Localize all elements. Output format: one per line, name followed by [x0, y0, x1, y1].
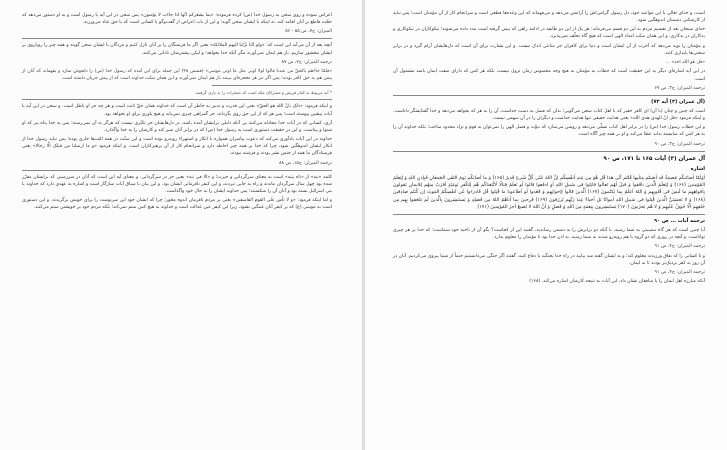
- quote-paragraph: «قل هو الله احد» ...: [665, 60, 705, 66]
- source-reference: ترجمه المیزان: ج۳، ص ۹۰: [654, 141, 705, 147]
- divider: [393, 151, 705, 152]
- quran-verses: اَوَلَمّا اَصابَتکُم مُصیبَةٌ قَد اَصَبتُم مِثلَیها قُلتُم اَنّی هذا قُل هُوَ مِن عِندِ اَنفُسِکُم اِنَّ اللهَ عَلی کُلِّ شَیءٍ قَدیرٌ (۱۶۵) وَ ما اَصابَکُم یَومَ التَقَی الجَمعانِ فَبِاِذنِ اللهِ وَ لِیَعلَمَ المُؤمِنینَ (۱۶۶) وَ لِیَعلَمَ الَّذینَ نافَقوا وَ قیلَ لَهُم تَعالَوا قاتِلوا فی سَبیلِ اللهِ اَوِ ادفَعوا قالوا لَو نَعلَمُ قِتالًا لَاتَّبَعناکُم هُم لِلکُفرِ یَومَئِذٍ اَقرَبُ مِنهُم لِلایمانِ یَقولونَ بِاَفواهِهِم ما لَیسَ فی قُلوبِهِم وَ اللهُ اَعلَمُ بِما یَکتُمونَ (۱۶۷) اَلَّذینَ قالوا لِاِخوانِهِم وَ قَعَدوا لَو اَطاعونا ما قُتِلوا قُل فَادرَءوا عَن اَنفُسِکُمُ المَوتَ اِن کُنتُم صادِقینَ (۱۶۸) وَ لا تَحسَبَنَّ الَّذینَ قُتِلوا فی سَبیلِ اللهِ اَمواتًا بَل اَحیاءٌ عِندَ رَبِّهِم یُرزَقونَ (۱۶۹) فَرِحینَ بِما آتاهُمُ اللهُ مِن فَضلِهِ وَ یَستَبشِرونَ بِالَّذینَ لَم یَلحَقوا بِهِم مِن خَلفِهِم اَلّا خَوفٌ عَلَیهِم وَ لا هُم یَحزَنونَ (۱۷۰) یَستَبشِرونَ بِنِعمَةٍ مِنَ اللهِ وَ فَضلٍ وَ اَنَّ اللهَ لا یُضیعُ اَجرَ المُؤمِنینَ (۱۷۱): [393, 175, 706, 210]
- left-page: [0, 0, 362, 450]
- divider: [22, 99, 332, 100]
- divider: [22, 170, 332, 171]
- paragraph: اعراض نموده و روی سخن به رسول خدا (ص) کرده فرموده: «بما یشعرکم انّها اذا جاءت لا یؤمنون» پس سخن در این آیه با رسول است و به او دستور می‌دهد که حجّت قاطع بر آنان اقامه کند، نه اینکه با ایشان سخن گوید؛ و این از باب اعراض از گفت‌وگو با کسانی است که با حق عناد می‌ورزند.: [22, 13, 332, 26]
- paragraph: کلمه «تیه» از «تاه یتیه» است به معنای سرگردانی و حیرت؛ و «الا فی تیه» یعنی جز در سرگردانی. و معنای آیه این است که آنان در سرزمینی که برایشان مقرّر شده بود چهل سال سرگردان ماندند و راه به جایی نبردند، و این کیفر نافرمانی ایشان بود. و این بیان با سیاق آیات سازگار است و اشاره به عهدی دارد که خداوند با بنی اسرائیل بسته بود و آنان آن را شکستند؛ پس خداوند ایشان را به حال خود واگذاشت.: [22, 174, 332, 194]
- section-subheading: (آل عمران (۳) آیه ۷۳): [651, 98, 705, 105]
- paragraph: آیا چنین است که هر گاه مصیبتی به شما رسید، با آنکه دو برابرش را به دشمن رساندید، گفتید این از کجاست؟ بگو آن از ناحیه خود شماست؛ که خدا بر هر چیزی تواناست. و آنچه در روزی که دو گروه با هم روبه‌رو شدند به شما رسید، به اذن خدا بود تا مؤمنان را معلوم بدارد.: [393, 228, 705, 241]
- right-page: [365, 0, 727, 450]
- section-subheading: ترجمه آیات ... ص ۹۰: [654, 217, 705, 224]
- quote-paragraph: «فلمّا جاءهم بالحقّ من عندنا قالوا لولا اوتی مثل ما اوتی موسی» (قصص ۴۸) این جمله برای این آمده که رسول خدا (ص) را دلخوش سازد و بفهماند که آنان از پیش هم به حق کافر بودند؛ پس اگر نیز هر معجزه‌ای ببینند باز هم ایمان نمی‌آورند و این همان سنّت خداوند است که از پیش جریان داشته است.: [22, 69, 332, 82]
- paragraph: و مؤمنان را نوید می‌دهد که آخرت از آن ایشان است و دنیا برای کافران جز متاعی اندک نیست. و این بشارت برای آن است که دل‌هایشان آرام گیرد و در برابر سختی‌ها پایداری کنند.: [393, 43, 705, 56]
- paragraph: است، و خدای تعالی با این مواعید خود، دل رسول گرامی‌اش را آرامش می‌دهد و می‌فهماند که این وعده‌ها قطعی است و سرانجام کار از آن مؤمنان است؛ پس نباید از کارشکنی دشمنان اندوهگین شود.: [393, 11, 705, 24]
- source-reference: ترجمه المیزان: ج۳، ص ۶۷: [654, 85, 705, 91]
- left-page-content: [22, 12, 332, 450]
- section-heading: آل عمران (۳) آیات ۱۶۵ تا ۱۷۱، ص ۹۰: [603, 155, 705, 162]
- divider: [393, 95, 705, 96]
- right-page-content: [393, 10, 705, 450]
- divider: [393, 214, 705, 215]
- source-reference: ترجمه المیزان: ج۴، ص ۹۱: [654, 244, 705, 250]
- section-subheading: اشاره: [690, 165, 705, 172]
- paragraph: و اما اینکه فرمود: «و لا تأس علی القوم الفاسقین» یعنی بر مردم نافرمان اندوه مخور؛ چرا که ایشان خود این سرنوشت را برای خویش برگزیدند. و این دستوری است به موسی (ع) که بر کیفر آنان غمگین نشود، زیرا این کیفر عین عدالت است و خداوند به هیچ کس ستم نمی‌کند؛ بلکه مردم خود بر خویشتن ستم می‌کنند.: [22, 198, 332, 211]
- paragraph: و تا کسانی را که نفاق ورزیدند معلوم کند؛ و به ایشان گفته شد بیایید در راه خدا بجنگید یا دفاع کنید، گفتند اگر جنگی می‌دانستیم حتماً از شما پیروی می‌کردیم. آنان در آن روز به کفر نزدیک‌تر بودند تا به ایمان.: [393, 253, 705, 266]
- divider: [22, 38, 332, 39]
- source-reference: ترجمه المیزان: ج۷، ص ۸۷: [281, 59, 332, 65]
- paragraph: آری، کسانی که در آیات خدا مجادله می‌کنند بی آنکه دلیلی برایشان آمده باشد، در دل‌هایشان جز تکبّری نیست که هرگز به آن نمی‌رسند؛ پس به خدا پناه ببر که او شنوا و بیناست. و این در حقیقت دستوری است به رسول خدا (ص) که در برابر آنان صبر کند و کارشان را به خدا واگذارد.: [22, 120, 332, 133]
- footnote: * آیه مربوط به کفار قریش و مشرکان مکه است که معجزات را به بازی گرفتند.: [194, 90, 332, 96]
- divider: [212, 85, 332, 86]
- source-reference: ترجمه المیزان: ج۴، ص ۹۱: [654, 270, 705, 276]
- paragraph: آنچه بعد از آن می‌آید این است که: «ولو انّنا نزّلنا الیهم الملائکة» یعنی اگر ما فرشتگان را بر آنان نازل کنیم و مردگان با ایشان سخن گویند و همه چیز را رویاروی بر ایشان محشور سازیم، باز هم ایمان نمی‌آورند مگر آنکه خدا بخواهد؛ و لیکن بیشترشان نادانی می‌کنند.: [22, 43, 332, 56]
- paragraph: و این خطاب رسول خدا (ص) را در برابر اهل کتاب تسلّی می‌دهد و روشن می‌سازد که نبوّت و فضل الهی را نمی‌توان به قوم و نژاد محدود ساخت؛ بلکه خداوند آن را به هر کس که شایسته بداند عطا می‌کند و او بر همه چیز آگاه است.: [393, 125, 705, 138]
- paragraph: در این آیه اشاره‌ای دیگر به این حقیقت است که خطاب به مؤمنان به هیچ وجه مخصوص زمان نزول نیست، بلکه هر کس که دارای صفت ایمان باشد مشمول آن است.: [393, 69, 705, 82]
- paragraph: است که چنین و چنان (با آن) ای کافر حقیر که با اهل کتاب سخن می‌گویی؛ بدان که فضل به دست خداست، آن را به هر که بخواهد می‌دهد و خدا گشایشگر داناست. و اینکه فرمود «قل انّ الهدی هدی الله» یعنی هدایت حقیقی تنها هدایت خداست و دیگران را در آن سهمی نیست.: [393, 108, 705, 122]
- source-reference: ترجمه المیزان: ج۱۵، ص ۸۸: [279, 160, 332, 166]
- paragraph: خداوند در این آیات یادآوری می‌کند که دعوت پیامبران همواره با انکار و استهزاء روبه‌رو بوده است و این سنّت در همه امّت‌ها جاری بوده؛ پس نباید رسول خدا از انکار ایشان اندوهگین شود، چرا که خدا بر همه چیز احاطه دارد و سرانجام کار از آن پرهیزکاران است. و اینکه فرمود «و ما ارسلنا من قبلک الّا رجالا» یعنی فرستادگان ما همه از جنس بشر بودند و فرشته نبودند.: [22, 137, 332, 157]
- source-reference: المیزان: ج۷، ص ۵۵ - ۵۶: [285, 29, 332, 35]
- paragraph: و اینکه فرمود: «ذلک بانّ الله هو الحقّ» یعنی این قدرت و تدبیر به خاطر آن است که خداوند همان حقّ ثابت است و هر چه جز او باطل است. و سخن در این آیه با آیات پیشین پیوسته است؛ پس هر که از این حق روی بگرداند، جز گمراهی چیزی نمی‌یابد و هیچ یاوری برای او نخواهد بود.: [22, 104, 332, 117]
- paragraph: آنکه مبارزه اهل ایمان را با منافقان نشان داد، این آیات به نتیجه کارشان اشاره می‌کند. (۱۶۸): [529, 279, 705, 285]
- paragraph: خدای سبحان بعد از تقسیم مردم به این دو قسم می‌فرماید: هر یک از این دو طایفه در ادامه راهی که پیش گرفته است مدد داده می‌شوند؛ نیکوکاران در نیکوکاری و بدکاران در بدکاری، و این همان سنّت امداد الهی است که هیچ گاه تخلّف نمی‌پذیرد.: [393, 27, 705, 40]
